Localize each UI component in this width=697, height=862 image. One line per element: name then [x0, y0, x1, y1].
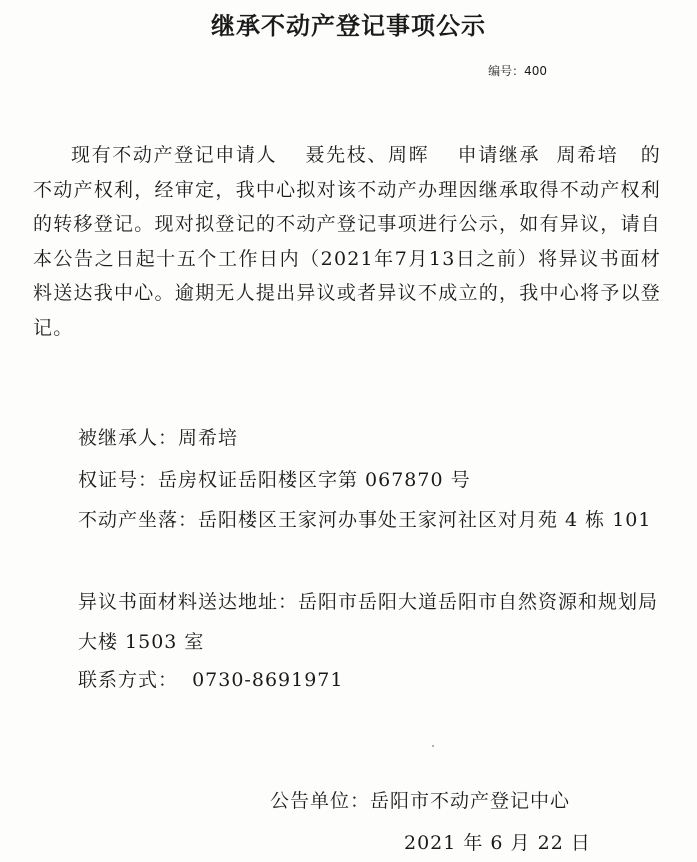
decedent-line: 被继承人：周希培	[78, 427, 239, 449]
document-title: 继承不动产登记事项公示	[211, 12, 486, 40]
certificate-line: 权证号：岳房权证岳阳楼区字第 067870 号	[78, 469, 471, 491]
objection-address-line: 异议书面材料送达地址：岳阳市岳阳大道岳阳市自然资源和规划局大楼 1503 室	[78, 591, 659, 653]
issue-date: 2021 年 6 月 22 日	[404, 832, 591, 854]
announcement-body	[33, 138, 661, 345]
applicant-names: 聂先枝、周晖	[305, 144, 430, 166]
contact-line: 联系方式： 0730-8691971	[78, 669, 344, 691]
issuing-unit: 公告单位：岳阳市不动产登记中心	[270, 790, 571, 812]
property-location-line: 不动产坐落：岳阳楼区王家河办事处王家河社区对月苑 4 栋 101	[78, 509, 652, 531]
body-apply-inherit: 申请继承	[457, 144, 541, 166]
decedent-inline: 周希培	[556, 144, 619, 166]
body-main-text: 的不动产权利，经审定，我中心拟对该不动产办理因继承取得不动产权利的转移登记。现对拟登记的不动产登记事项进行公示，如有异议，请自本公告之日起十五个工作日内（2021年7月13日之前）将异议书面材料送达我中心。逾期无人提出异议或者异议不成立的，我中心将予以登记。	[33, 144, 661, 339]
scan-speck	[432, 745, 434, 747]
document-number: 编号：400	[488, 64, 547, 78]
body-intro: 现有不动产登记申请人	[71, 144, 278, 166]
